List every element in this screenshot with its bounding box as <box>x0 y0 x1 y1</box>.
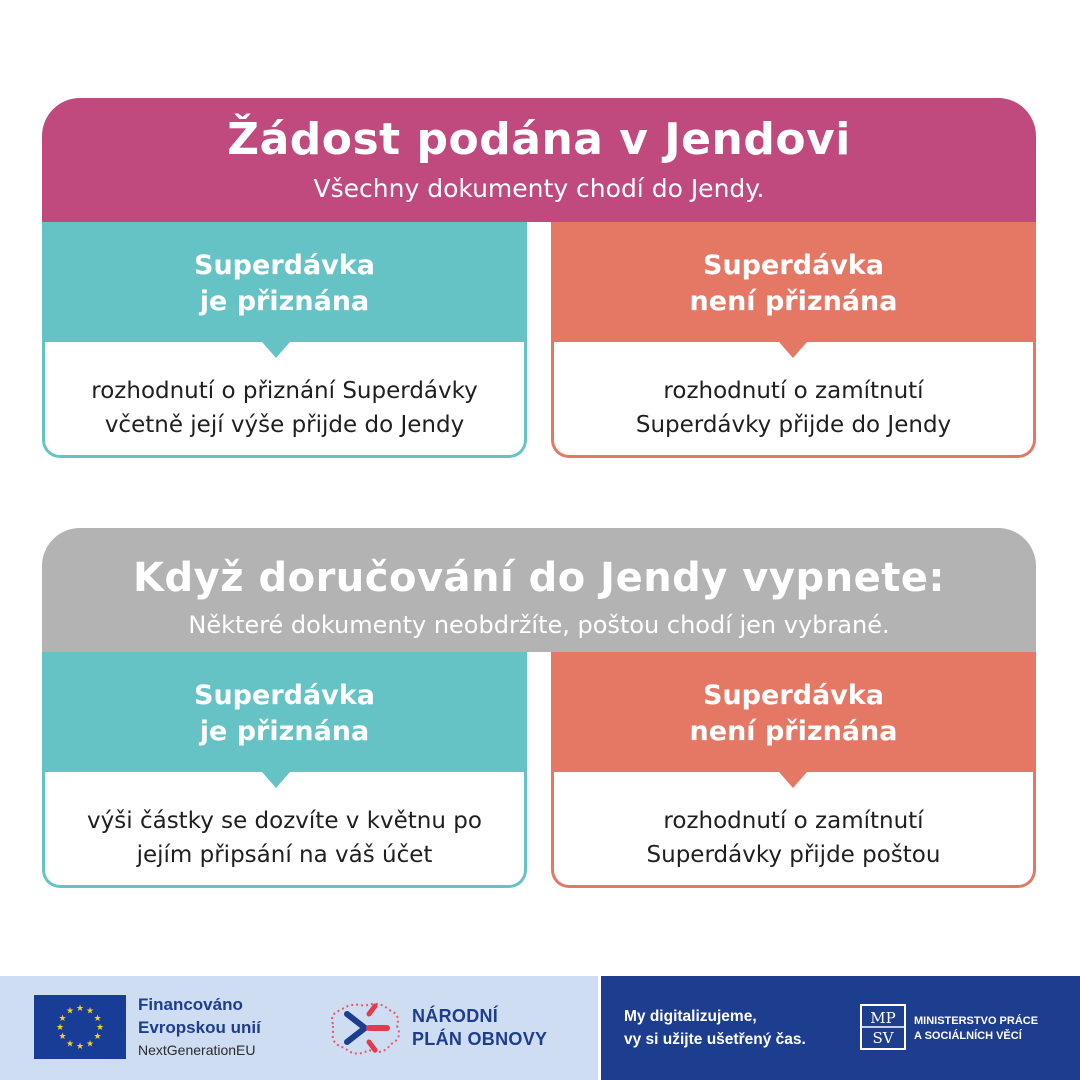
svg-text:★: ★ <box>55 1023 65 1033</box>
section-subtitle: Všechny dokumenty chodí do Jendy. <box>313 174 765 203</box>
card-heading-line: Superdávka <box>194 250 375 281</box>
ministry-name: A SOCIÁLNÍCH VĚCÍ <box>914 1030 1022 1042</box>
card-heading <box>42 652 527 774</box>
pointer-notch <box>779 342 807 358</box>
svg-text:★: ★ <box>93 1032 102 1042</box>
pointer-notch <box>262 772 290 788</box>
footer-ministry-panel <box>601 976 1080 1080</box>
footer <box>0 976 1080 1080</box>
card-heading-line: není přiznána <box>689 286 898 317</box>
svg-text:★: ★ <box>85 1039 95 1050</box>
card-text-line: Superdávky přijde do Jendy <box>635 412 952 438</box>
section-subtitle: Některé dokumenty neobdržíte, poštou chodí jen vybrané. <box>188 611 890 639</box>
eu-funding-text: Evropskou unií <box>138 1018 261 1037</box>
svg-text:★: ★ <box>85 1006 95 1017</box>
card-heading-line: Superdávka <box>703 680 884 711</box>
mpsv-logo-icon <box>860 1004 906 1050</box>
card-text-line: rozhodnutí o zamítnutí <box>663 378 924 404</box>
slogan-text: vy si užijte ušetřený čas. <box>624 1031 806 1048</box>
svg-text:★: ★ <box>65 1039 75 1050</box>
card-text-line: rozhodnutí o přiznání Superdávky <box>91 378 478 404</box>
section-title: Žádost podána v Jendovi <box>227 114 851 165</box>
card-text-line: jejím připsání na váš účet <box>136 842 433 868</box>
mpsv-logo-letters: MP <box>870 1009 896 1027</box>
card-text-line: výši částky se dozvíte v květnu po <box>87 808 482 834</box>
ministry-name: MINISTERSTVO PRÁCE <box>914 1015 1039 1027</box>
svg-text:★: ★ <box>95 1023 105 1033</box>
svg-text:★: ★ <box>58 1032 67 1042</box>
card-body <box>551 342 1036 458</box>
svg-text:★: ★ <box>75 1004 85 1014</box>
card-body <box>42 342 527 458</box>
svg-text:★: ★ <box>93 1014 102 1024</box>
card-text-line: včetně její výše přijde do Jendy <box>104 412 465 438</box>
mpsv-logo-letters: SV <box>872 1029 894 1047</box>
card-heading-line: je přiznána <box>199 716 370 747</box>
card-heading <box>551 652 1036 774</box>
svg-text:★: ★ <box>75 1042 85 1052</box>
slogan-text: My digitalizujeme, <box>624 1008 757 1025</box>
eu-program-text: NextGenerationEU <box>138 1042 256 1058</box>
pointer-notch <box>262 342 290 358</box>
section-header-delivery-off <box>42 528 1036 652</box>
card-text-line: Superdávky přijde poštou <box>646 842 941 868</box>
npo-text: NÁRODNÍ <box>412 1006 499 1026</box>
card-heading <box>551 222 1036 344</box>
npo-text: PLÁN OBNOVY <box>412 1029 548 1049</box>
eu-flag-icon <box>34 995 126 1059</box>
card-heading-line: Superdávka <box>703 250 884 281</box>
card-body <box>551 772 1036 888</box>
footer-funding-panel <box>0 976 598 1080</box>
card-heading-line: Superdávka <box>194 680 375 711</box>
svg-text:★: ★ <box>58 1014 67 1024</box>
pointer-notch <box>779 772 807 788</box>
card-heading-line: není přiznána <box>689 716 898 747</box>
card-text-line: rozhodnutí o zamítnutí <box>663 808 924 834</box>
svg-text:★: ★ <box>65 1006 75 1017</box>
eu-funding-text: Financováno <box>138 995 243 1014</box>
card-heading-line: je přiznána <box>199 286 370 317</box>
section-title: Když doručování do Jendy vypnete: <box>133 555 945 601</box>
card-heading <box>42 222 527 344</box>
section-header-jendovi <box>42 98 1036 222</box>
narodni-plan-obnovy-logo-icon <box>325 996 403 1060</box>
card-body <box>42 772 527 888</box>
